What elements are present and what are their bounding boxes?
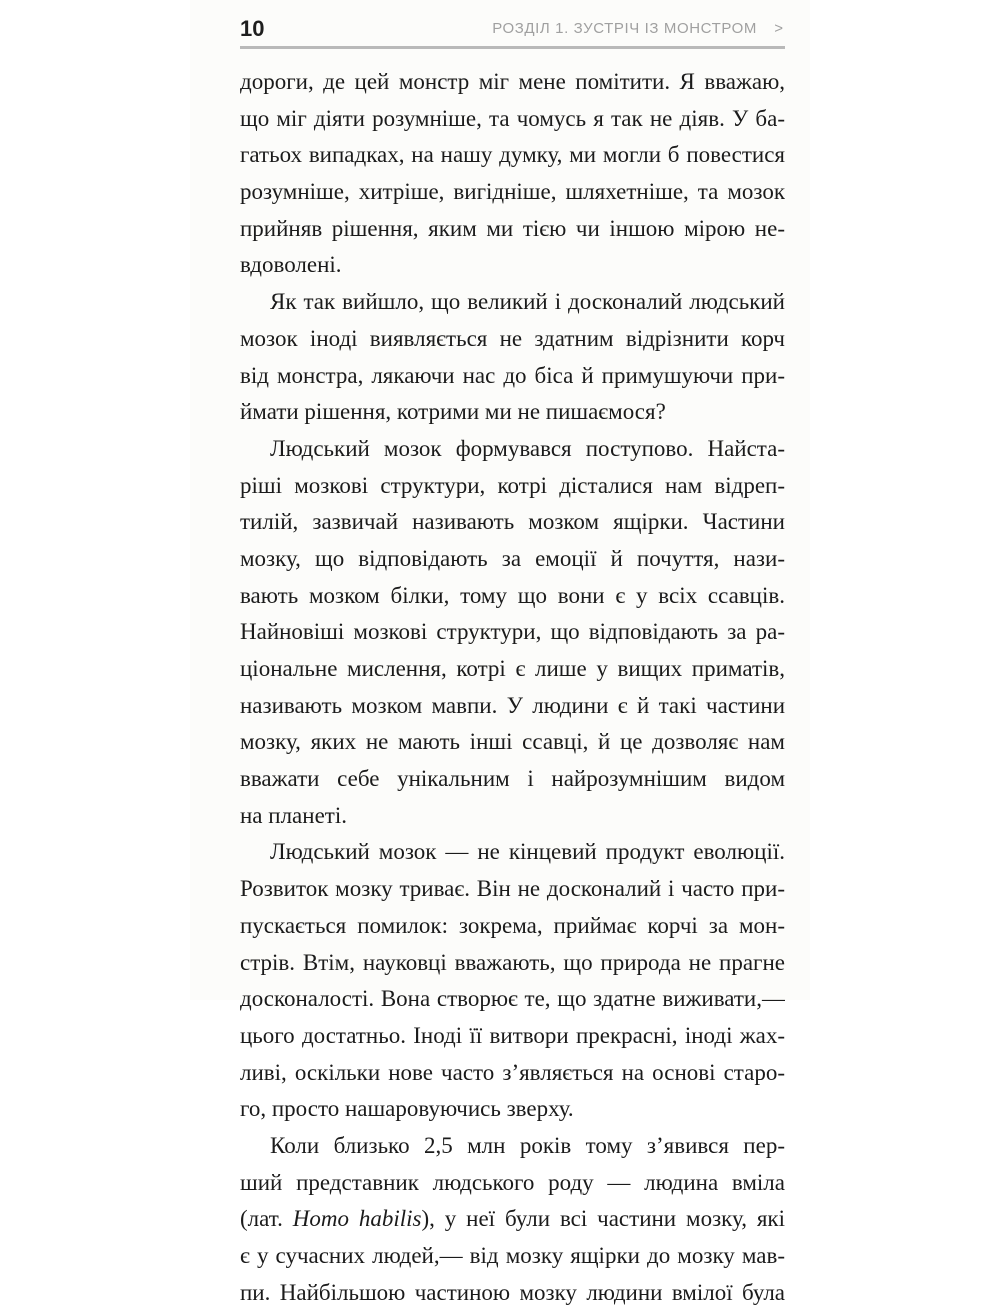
page-header [240,16,785,49]
text-line: від монстра, лякаючи нас до біса й примушуючи при- [240,362,785,388]
text-line: Розвиток мозку триває. Він не досконалий і часто при- [240,876,785,902]
text-line: пускається помилок: зокрема, приймає корчі за мон- [240,912,785,938]
text-line: на планеті. [240,802,347,828]
text-line: гатьох випадках, на нашу думку, ми могли б повестися [240,142,785,168]
text-line: що міг діяти розумніше, та чомусь я так не діяв. У ба- [240,105,785,131]
text-line: мозок іноді виявляється не здатним відрізнити корч [240,325,785,351]
text-fragment: (лат. [240,1206,293,1232]
text-line [240,1201,785,1238]
text-line: Найновіші мозкові структури, що відповідають за ра- [240,619,785,645]
page-number: 10 [240,16,265,41]
text-line: цього достатньо. Іноді її витвори прекрасні, іноді жах- [240,1022,785,1048]
text-line: є у сучасних людей,— від мозку ящірки до мозку мав- [240,1243,785,1268]
text-line: тилій, зазвичай називають мозком ящірки. Частини [240,509,785,535]
text-line: вають мозком білки, тому що вони є у всіх ссавців. [240,582,785,608]
text-line: стрів. Втім, науковці вважають, що природа не прагне [240,949,785,975]
text-line: пи. Найбільшою частиною мозку людини вмілої була [240,1279,785,1305]
text-line: вдоволені. [240,252,342,278]
text-line: ріші мозкові структури, котрі дісталися нам відреп- [240,472,785,498]
text-line: ливі, оскільки нове часто з’являється на основі старо- [240,1059,785,1085]
latin-term: Homo habilis [292,1206,422,1232]
text-line: мозку, що відповідають за емоції й почуття, нази- [240,545,785,571]
text-line: ціональне мислення, котрі є лише у вищих приматів, [240,656,785,681]
text-line: ймати рішення, котрими ми не пишаємося? [240,399,666,425]
text-line: го, просто нашаровуючись зверху. [240,1096,574,1122]
text-line: Людський мозок формувався поступово. Найста- [270,435,785,461]
text-line: називають мозком мавпи. У людини є й такі частини [240,692,785,718]
running-head: РОЗДІЛ 1. ЗУСТРІЧ ІЗ МОНСТРОМ [492,20,757,37]
text-line: досконалості. Вона створює те, що здатне виживати,— [240,986,785,1012]
text-line: дороги, де цей монстр міг мене помітити. Я вважаю, [240,69,785,94]
text-line: вважати себе унікальним і найрозумнішим видом [240,766,785,792]
body-text [240,64,785,1311]
text-line: ший представник людського роду — людина вміла [240,1169,785,1195]
text-fragment: ), у неї були всі частини мозку, які [421,1206,785,1232]
text-line: Людський мозок — не кінцевий продукт еволюції. [270,839,785,865]
text-line: прийняв рішення, яким ми тією чи іншою мірою не- [240,215,785,241]
text-line: розумніше, хитріше, вигідніше, шляхетніше, та мозок [240,179,785,205]
text-line: Як так вийшло, що великий і досконалий людський [270,289,785,315]
text-line: Коли близько 2,5 млн років тому з’явився пер- [270,1132,785,1158]
chevron-right-icon: > [774,20,783,37]
text-line: мозку, яких не мають інші ссавці, й це дозволяє нам [240,729,785,755]
